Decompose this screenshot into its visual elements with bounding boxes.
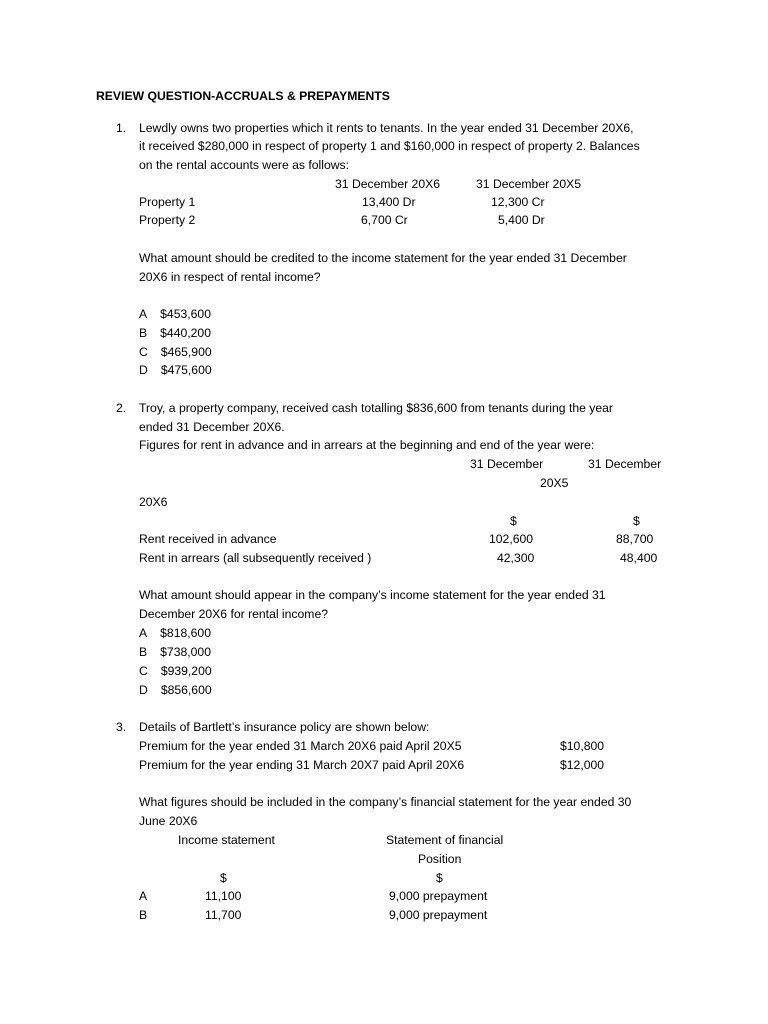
q1-option	[139, 324, 211, 343]
q3-option-income: 11,700	[205, 908, 242, 922]
q2-option	[139, 681, 212, 700]
q3-premium-value: $12,000	[560, 758, 605, 772]
q1-option	[139, 361, 212, 380]
q3-option-income: 11,100	[205, 889, 242, 903]
q3-currency: $	[220, 871, 227, 885]
option-letter: A	[139, 626, 148, 640]
q3-option-sofp: 9,000 prepayment	[389, 908, 488, 922]
q1-row-value: 12,300 Cr	[491, 195, 545, 209]
q1-option	[139, 305, 211, 324]
q1-col-header: 31 December 20X5	[476, 177, 582, 191]
q2-currency: $	[633, 514, 640, 528]
q2-row-label: Rent in arrears (all subsequently received )	[139, 551, 372, 565]
q1-text-line: on the rental accounts were as follows:	[139, 158, 350, 172]
q1-question-line: What amount should be credited to the income statement for the year ended 31 December	[139, 251, 627, 265]
option-value: $475,600	[160, 363, 212, 377]
q1-col-header: 31 December 20X6	[335, 177, 441, 191]
q2-question-line: What amount should appear in the company’s income statement for the year ended 31	[139, 588, 606, 602]
q1-number: 1.	[116, 121, 127, 135]
q3-question-line: June 20X6	[139, 814, 198, 828]
q1-text-line: Lewdly owns two properties which it rents to tenants. In the year ended 31 December 20X6,	[139, 121, 634, 135]
q1-row-label: Property 1	[139, 195, 196, 209]
q2-row-value: 48,400	[620, 551, 658, 565]
q1-option	[139, 343, 212, 362]
q3-number: 3.	[116, 720, 127, 734]
q3-option-sofp: 9,000 prepayment	[389, 889, 488, 903]
q2-option	[139, 662, 212, 681]
q2-question-line: December 20X6 for rental income?	[139, 607, 329, 621]
q3-question-line: What figures should be included in the company’s financial statement for the year ended 30	[139, 795, 632, 809]
option-letter: C	[139, 345, 148, 359]
q1-question-line: 20X6 in respect of rental income?	[139, 270, 321, 284]
option-letter: C	[139, 664, 148, 678]
q2-option	[139, 624, 211, 643]
q1-row-label: Property 2	[139, 213, 196, 227]
q2-text-line: ended 31 December 20X6.	[139, 420, 285, 434]
option-letter: D	[139, 363, 148, 377]
q2-row-label: Rent received in advance	[139, 532, 277, 546]
q3-col-income: Income statement	[178, 833, 275, 847]
q2-currency: $	[510, 514, 517, 528]
q2-option	[139, 643, 211, 662]
option-letter: D	[139, 683, 148, 697]
option-letter: B	[139, 645, 148, 659]
option-value: $440,200	[160, 326, 211, 340]
option-value: $939,200	[160, 664, 212, 678]
q3-premium-label: Premium for the year ended 31 March 20X6 paid April 20X5	[139, 739, 462, 753]
q2-col-header: 31 December	[470, 457, 544, 471]
q3-col-sofp: Position	[418, 852, 462, 866]
q1-row-value: 6,700 Cr	[361, 213, 408, 227]
option-letter: A	[139, 307, 148, 321]
option-letter: B	[139, 326, 148, 340]
q2-row-value: 88,700	[616, 532, 654, 546]
q2-text-line: Figures for rent in advance and in arrears at the beginning and end of the year were:	[139, 438, 595, 452]
q3-premium-value: $10,800	[560, 739, 605, 753]
q3-option-letter: B	[139, 908, 148, 922]
document-title: REVIEW QUESTION-ACCRUALS & PREPAYMENTS	[96, 89, 390, 103]
option-value: $465,900	[160, 345, 212, 359]
q2-row-value: 42,300	[497, 551, 535, 565]
q3-premium-label: Premium for the year ending 31 March 20X7 paid April 20X6	[139, 758, 465, 772]
q3-option-letter: A	[139, 889, 148, 903]
q1-row-value: 5,400 Dr	[498, 213, 545, 227]
q2-col-header: 31 December	[588, 457, 662, 471]
q2-row-value: 102,600	[489, 532, 534, 546]
q1-text-line: it received $280,000 in respect of property 1 and $160,000 in respect of property 2. Balances	[139, 139, 640, 153]
q2-col-header-year: 20X6	[139, 495, 168, 509]
option-value: $818,600	[160, 626, 211, 640]
q2-text-line: Troy, a property company, received cash totalling $836,600 from tenants during the year	[139, 401, 613, 415]
q2-col-header-year: 20X5	[540, 476, 569, 490]
option-value: $453,600	[160, 307, 211, 321]
option-value: $738,000	[160, 645, 211, 659]
q3-intro: Details of Bartlett’s insurance policy are shown below:	[139, 720, 430, 734]
option-value: $856,600	[160, 683, 212, 697]
q1-row-value: 13,400 Dr	[362, 195, 416, 209]
q3-currency: $	[436, 871, 443, 885]
q2-number: 2.	[116, 401, 127, 415]
q3-col-sofp: Statement of financial	[386, 833, 504, 847]
